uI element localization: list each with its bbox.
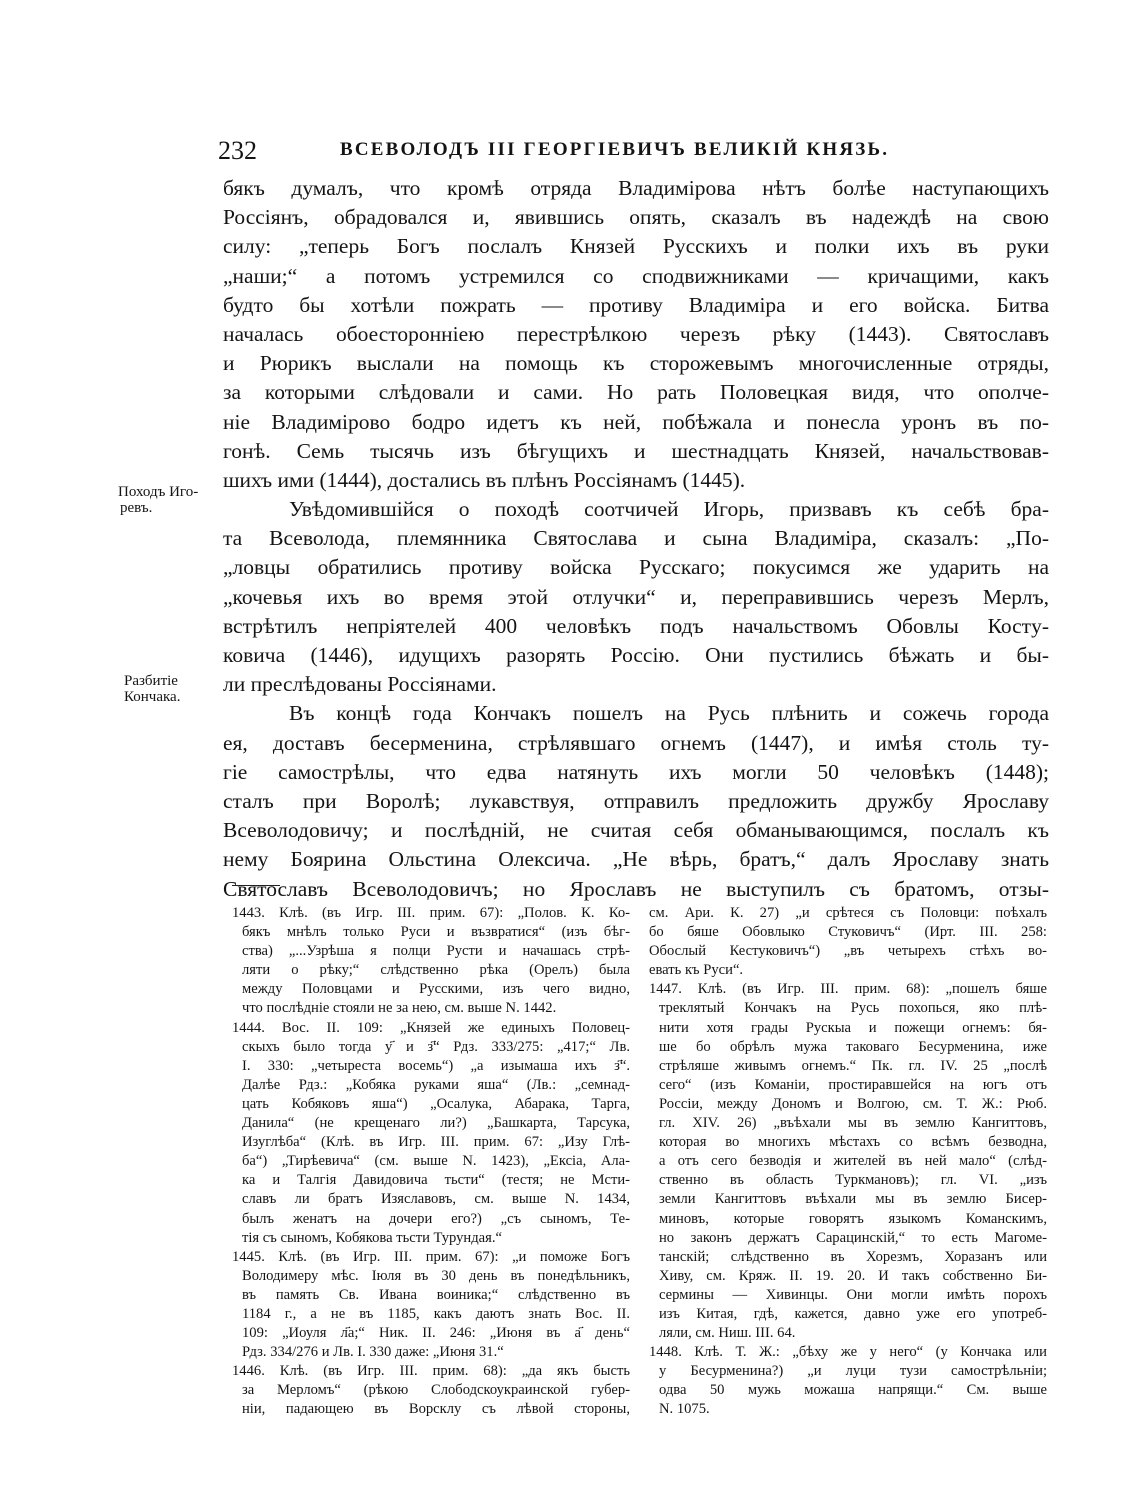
footnote-line: цать Кобяковъ яша“) „Осалука, Абарака, Тарга,: [242, 1095, 630, 1112]
footnote-line: ше бо обрѣлъ мужа таковаго Бесурменина, иже: [659, 1038, 1047, 1055]
footnote-line: но законъ держатъ Сарацинскій,“ то есть Магоме-: [659, 1229, 1047, 1246]
footnote-line: сего“ (изъ Команіи, простиравшейся на югъ отъ: [659, 1076, 1047, 1093]
footnotes-left-column: [232, 904, 630, 1420]
footnote-line: Хиву, см. Кряж. II. 19. 20. И такъ собственно Би-: [659, 1267, 1047, 1284]
body-line: ніе Владимірово бодро идетъ къ ней, побѣжала и понесла уронъ въ по-: [223, 409, 1049, 434]
footnote-line: а отъ сего безводія и жителей въ ней мало“ (слѣд-: [659, 1153, 1047, 1170]
footnote-line: у Бесурменина?) „и луци тузи самострѣльніи;: [659, 1363, 1047, 1380]
footnote-line: ства) „...Узрѣша я полци Русти и начашась стрѣ-: [242, 943, 630, 960]
footnote-line: 1184 г., а не въ 1185, какъ даютъ знать Вос. II.: [242, 1305, 630, 1322]
body-line: гонѣ. Семь тысячь изъ бѣгущихъ и шестнадцать Князей, начальствовав-: [223, 438, 1049, 463]
footnote-line: бо бяше Обовлыко Стуковичъ“ (Ирт. III. 258:: [649, 924, 1047, 941]
body-line: нему Боярина Ольстина Олексича. „Не вѣрь, братъ,“ далъ Ярославу знать: [223, 847, 1049, 872]
footnote-line: танскій; слѣдственно въ Хорезмъ, Хоразанъ или: [659, 1248, 1047, 1265]
footnote-line: былъ женатъ на дочери его?) „съ сыномъ, Те-: [242, 1210, 630, 1227]
footnote-line: бякъ мнѣлъ только Руси и възвратися“ (изъ бѣг-: [242, 924, 630, 941]
footnote-line: ляти о рѣку;“ слѣдственно рѣка (Орелъ) была: [242, 962, 630, 979]
body-line: ковича (1446), идущихъ разорять Россію. Они пустились бѣжать и бы-: [223, 643, 1049, 667]
footnote-line: изъ Китая, гдѣ, кажется, давно уже его употреб-: [659, 1305, 1047, 1322]
body-line: будто бы хотѣли пожрать — противу Владиміра и его войска. Битва: [223, 292, 1049, 317]
footnote-line: Данила“ (не крещенаго ли?) „Башкарта, Тарсука,: [242, 1115, 630, 1132]
footnote-line: 1448. Клѣ. Т. Ж.: „бѣху же у него“ (у Кончака или: [649, 1344, 1047, 1361]
footnote-line: см. Ари. К. 27) „и срѣтеся съ Половци: поѣхалъ: [649, 905, 1047, 921]
body-line: бякъ думалъ, что кромѣ отряда Владимірова нѣтъ болѣе наступающихъ: [223, 176, 1049, 200]
footnotes-right-column: [649, 904, 1047, 1420]
footnote-line: ственно въ область Туркмановъ); гл. VI. „изъ: [659, 1172, 1047, 1189]
footnote-line: 109: „Иоуля л҃а;“ Ник. II. 246: „Июня въ а҃ день“: [242, 1325, 630, 1342]
footnote-line: треклятый Кончакъ на Русь похопься, яко плѣ-: [659, 1000, 1047, 1017]
footnote-line: Рдз. 334/276 и Лв. I. 330 даже: „Июня 31.“: [242, 1344, 504, 1361]
footnote-line: сермины — Хивинцы. Они могли имѣть порохъ: [659, 1286, 1047, 1303]
footnote-line: ляли, см. Ниш. III. 64.: [659, 1325, 796, 1342]
footnote-line: одва 50 мужь можаша напрящи.“ См. выше: [659, 1382, 1047, 1399]
body-line: встрѣтилъ непріятелей 400 человѣкъ подъ начальствомъ Обовлы Костy-: [223, 613, 1049, 638]
footnote-line: что послѣдніе стояли не за нею, см. выше N. 1442.: [242, 1000, 557, 1017]
page-header: [0, 132, 1140, 172]
body-line: Увѣдомившійся о походѣ соотчичей Игорь, призвавъ къ себѣ бра-: [289, 497, 1049, 522]
footnote-line: 1446. Клѣ. (въ Игр. III. прим. 68): „да якъ бысть: [232, 1363, 630, 1380]
footnote-line: I. 330: „четыреста восемь“) „а изымаша ихъ з҃“.: [242, 1057, 630, 1074]
body-line: та Всеволода, племянника Святослава и сына Владиміра, сказалъ: „По-: [223, 526, 1049, 551]
margin-note-line: Походъ Иго-: [118, 484, 199, 500]
running-head: ВСЕВОЛОДЪ III ГЕОРГIЕВИЧЪ ВЕЛИКIЙ КНЯЗЬ.: [340, 139, 890, 160]
footnote-line: гл. XIV. 26) „въѣхали мы въ землю Кангиттовъ,: [659, 1115, 1047, 1132]
body-line: за которыми слѣдовали и сами. Но рать Половецкая видя, что ополче-: [223, 380, 1049, 405]
body-line: Святославъ Всеволодовичъ; но Ярославъ не выступилъ съ братомъ, отзы-: [223, 876, 1049, 901]
footnote-line: Изуглѣба“ (Клѣ. въ Игр. III. прим. 67: „Изу Глѣ-: [242, 1134, 630, 1151]
body-line: „кочевья ихъ во время этой отлучки“ и, переправившись черезъ Мерлъ,: [223, 584, 1049, 609]
footnote-line: между Половцами и Русскими, изъ чего видно,: [242, 981, 630, 998]
footnote-line: нити хотя грады Рускыа и пожещи огнемъ: бя-: [659, 1019, 1047, 1036]
footnote-separator: [232, 885, 280, 886]
body-line: началась обоесторонніею перестрѣлкою черезъ рѣку (1443). Святославъ: [223, 321, 1049, 346]
body-line: гіе самострѣлы, что едва натянуть ихъ могли 50 человѣкъ (1448);: [223, 759, 1049, 784]
footnote-line: 1443. Клѣ. (въ Игр. III. прим. 67): „Полов. К. Ко-: [232, 905, 630, 921]
footnote-line: ка и Талгія Давидовича тьсти“ (тестя; не Мсти-: [242, 1172, 630, 1189]
body-line: шихъ ими (1444), достались въ плѣнъ Россіянамъ (1445).: [223, 467, 746, 492]
footnote-line: земли Кангиттовъ въѣхали мы въ землю Бисер-: [659, 1191, 1047, 1208]
body-line: Въ концѣ года Кончакъ пошелъ на Русь плѣнить и сожечь города: [289, 701, 1049, 726]
margin-note-line: Кончака.: [124, 689, 181, 705]
body-line: ея, доставъ бесерменина, стрѣлявшаго огнемъ (1447), и имѣя столь ту-: [223, 730, 1049, 755]
footnote-line: 1444. Вос. II. 109: „Князей же единыхъ Половец-: [232, 1019, 630, 1036]
footnote-line: за Мерломъ“ (рѣкою Слободскоукраинской губер-: [242, 1382, 630, 1399]
margin-note-line: ревъ.: [120, 500, 153, 516]
body-line: Россіянъ, обрадовался и, явившись опять, сказалъ въ надеждѣ на свою: [223, 205, 1049, 230]
footnote-line: 1445. Клѣ. (въ Игр. III. прим. 67): „и поможе Богъ: [232, 1248, 630, 1265]
footnote-line: скыхъ было тогда у҃ и з҃“ Рдз. 333/275: „417;“ Лв.: [242, 1038, 630, 1055]
footnote-line: Обослый Кестуковичъ“) „въ четырехъ стѣхъ во-: [649, 943, 1047, 960]
footnote-line: Россіи, между Дономъ и Волгою, см. Т. Ж.: Рюб.: [659, 1095, 1047, 1112]
margin-note-igor-campaign: [118, 484, 198, 516]
main-text: [223, 174, 1049, 904]
margin-note-konchak-defeat: [118, 673, 180, 705]
footnote-line: 1447. Клѣ. (въ Игр. III. прим. 68): „пошелъ бяше: [649, 981, 1047, 998]
footnote-line: ба“) „Тирѣевича“ (см. выше N. 1423), „Ексіа, Ала-: [242, 1153, 630, 1170]
page-number: 232: [218, 136, 257, 165]
footnote-line: Володимеру мѣс. Іюля въ 30 день въ понедѣльникъ,: [242, 1267, 630, 1284]
body-line: „ловцы обратились противу войска Русскаго; покусимся же ударить на: [223, 555, 1049, 580]
footnote-line: славъ ли братъ Изяславовъ, см. выше N. 1434,: [242, 1191, 630, 1208]
footnote-line: миновъ, которые говорятъ языкомъ Команскимъ,: [659, 1210, 1047, 1227]
body-line: силу: „теперь Богъ послалъ Князей Русскихъ и полки ихъ въ руки: [223, 234, 1049, 259]
footnote-line: стрѣляше живымъ огнемъ.“ Пк. гл. IV. 25 „послѣ: [659, 1057, 1047, 1074]
footnote-line: Далѣе Рдз.: „Кобяка руками яша“ (Лв.: „семнад-: [242, 1076, 630, 1093]
footnote-line: въ память Св. Ивана воиника;“ слѣдственно въ: [242, 1286, 630, 1303]
footnote-line: ніи, падающею въ Ворсклу съ лѣвой стороны,: [242, 1401, 630, 1418]
body-line: и Рюрикъ выслали на помощь къ сторожевымъ многочисленные отряды,: [223, 351, 1049, 376]
margin-note-line: Разбитiе: [124, 673, 178, 689]
body-line: Всеволодовичу; и послѣдній, не считая себя обманывающимся, послалъ къ: [223, 818, 1049, 843]
footnote-line: тія съ сыномъ, Кобякова тьсти Турундая.“: [242, 1229, 502, 1246]
footnote-line: которая во многихъ мѣстахъ со всѣмъ безводна,: [659, 1134, 1047, 1151]
footnote-line: N. 1075.: [659, 1401, 710, 1418]
footnote-line: евать къ Руси“.: [649, 962, 744, 979]
body-line: „наши;“ а потомъ устремился со сподвижниками — кричащими, какъ: [223, 263, 1049, 288]
body-line: ли преслѣдованы Россіянами.: [223, 672, 497, 697]
body-line: сталъ при Воролѣ; лукавствуя, отправилъ предложить дружбу Ярославу: [223, 788, 1049, 813]
